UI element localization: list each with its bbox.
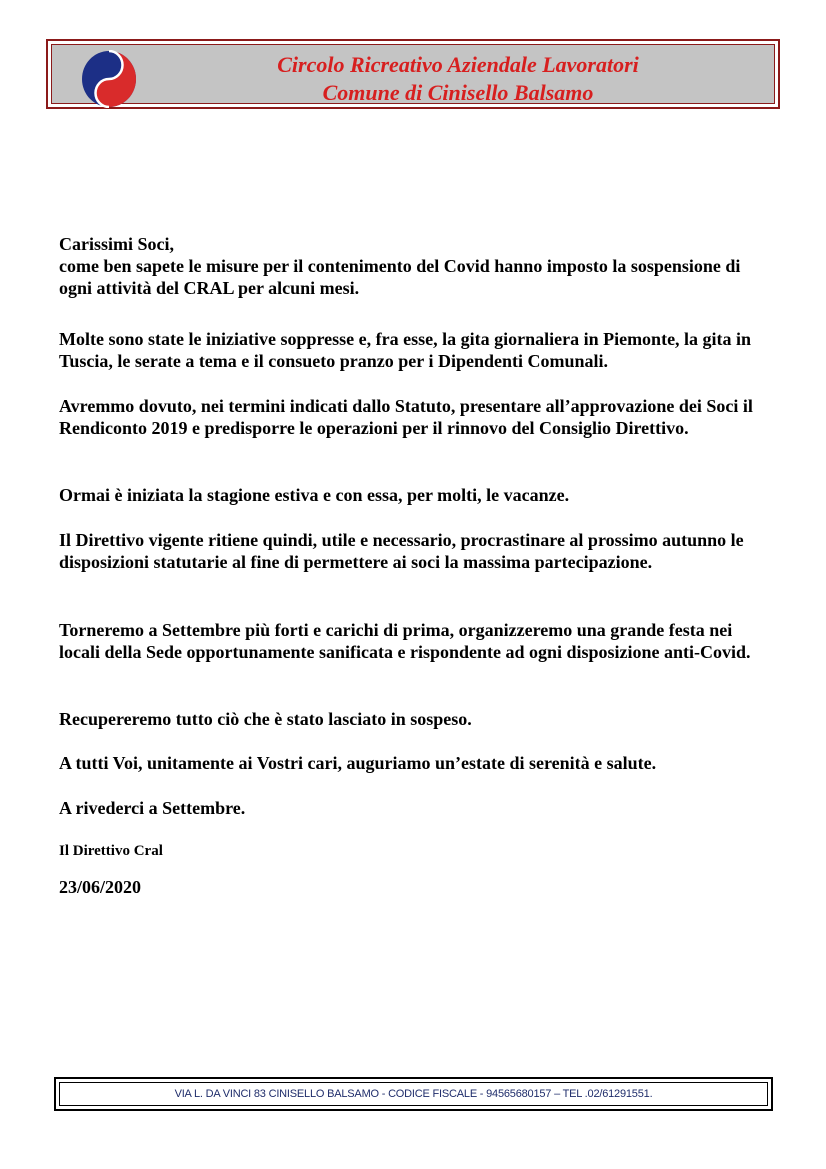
signature: Il Direttivo Cral (59, 843, 163, 859)
letterhead (46, 39, 780, 109)
paragraph-9: A rivederci a Settembre. (59, 798, 246, 818)
yin-yang-logo-icon (81, 50, 137, 108)
paragraph-6: Torneremo a Settembre più forti e carichi di prima, organizzeremo una grande festa nei locali della Sede opportunamente sanificata e rispondente ad ogni disposizione anti-Covid. (59, 620, 751, 662)
paragraph-4: Ormai è iniziata la stagione estiva e con essa, per molti, le vacanze. (59, 485, 570, 505)
footer-address: VIA L. DA VINCI 83 CINISELLO BALSAMO - CODICE FISCALE - 94565680157 – TEL .02/61291551. (174, 1088, 653, 1100)
letterhead-band (51, 44, 775, 104)
letter-opening (59, 233, 769, 299)
paragraph-7: Recupereremo tutto ciò che è stato lasciato in sospeso. (59, 709, 472, 729)
letter-date: 23/06/2020 (59, 877, 142, 897)
paragraph-8: A tutti Voi, unitamente ai Vostri cari, auguriamo un’estate di serenità e salute. (59, 753, 657, 773)
paragraph-5: Il Direttivo vigente ritiene quindi, utile e necessario, procrastinare al prossimo autunno le disposizioni statutarie al fine di permettere ai soci la massima partecipazione. (59, 530, 744, 572)
footer-inner (59, 1082, 768, 1106)
paragraph-3: Avremmo dovuto, nei termini indicati dallo Statuto, presentare all’approvazione dei Soci il Rendiconto 2019 e predisporre le operazioni per il rinnovo del Consiglio Direttivo. (59, 396, 753, 438)
letterhead-title-line1: Circolo Ricreativo Aziendale Lavoratori (277, 52, 639, 77)
letterhead-title-line2: Comune di Cinisello Balsamo (322, 80, 594, 105)
paragraph-1: come ben sapete le misure per il contenimento del Covid hanno imposto la sospensione di ogni attività del CRAL per alcuni mesi. (59, 256, 741, 298)
paragraph-2: Molte sono state le iniziative soppresse e, fra esse, la gita giornaliera in Piemonte, la gita in Tuscia, le serate a tema e il consueto pranzo per i Dipendenti Comunali. (59, 329, 752, 371)
greeting: Carissimi Soci, (59, 234, 174, 254)
footer (54, 1077, 773, 1111)
